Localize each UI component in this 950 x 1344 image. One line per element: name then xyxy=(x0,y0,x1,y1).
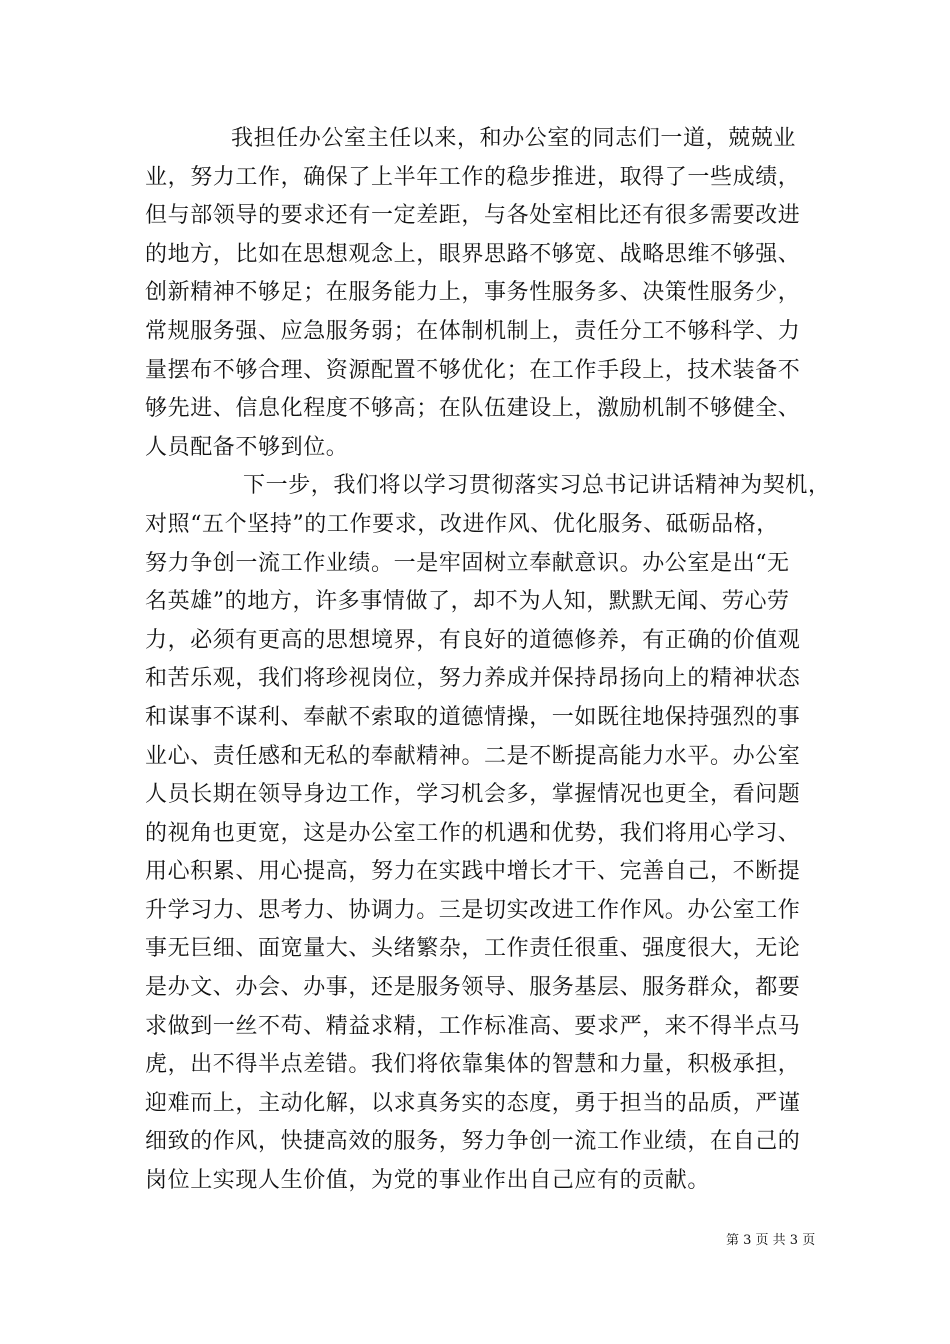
paragraph-2-line-4: 名英雄”的地方，许多事情做了，却不为人知，默默无闻、劳心劳 xyxy=(145,589,790,615)
paragraph-2-line-3: 努力争创一流工作业绩。一是牢固树立奉献意识。办公室是出“无 xyxy=(145,550,790,576)
paragraph-2-line-8: 业心、责任感和无私的奉献精神。二是不断提高能力水平。办公室 xyxy=(145,743,801,769)
paragraph-2-line-14: 是办文、办会、办事，还是服务领导、服务基层、服务群众，都要 xyxy=(145,975,801,1001)
paragraph-2-line-18: 细致的作风，快捷高效的服务，努力争创一流工作业绩，在自己的 xyxy=(145,1129,801,1155)
paragraph-2-line-1: 下一步，我们将以学习贯彻落实习总书记讲话精神为契机， xyxy=(243,473,831,499)
page-number-footer: 第 3 页 共 3 页 xyxy=(726,1233,816,1248)
paragraph-2-line-9: 人员长期在领导身边工作，学习机会多，掌握情况也更全，看问题 xyxy=(145,782,801,808)
paragraph-1-line-2: 业，努力工作，确保了上半年工作的稳步推进，取得了一些成绩， xyxy=(145,164,801,190)
paragraph-2-line-5: 力，必须有更高的思想境界，有良好的道德修养，有正确的价值观 xyxy=(145,627,801,653)
paragraph-2-line-10: 的视角也更宽，这是办公室工作的机遇和优势，我们将用心学习、 xyxy=(145,820,801,846)
paragraph-2-line-12: 升学习力、思考力、协调力。三是切实改进工作作风。办公室工作 xyxy=(145,897,801,923)
paragraph-1-line-5: 创新精神不够足；在服务能力上，事务性服务多、决策性服务少， xyxy=(145,280,801,306)
paragraph-1-line-1: 我担任办公室主任以来，和办公室的同志们一道，兢兢业 xyxy=(231,126,797,151)
paragraph-2-line-13: 事无巨细、面宽量大、头绪繁杂，工作责任很重、强度很大，无论 xyxy=(145,936,801,962)
paragraph-1-line-6: 常规服务强、应急服务弱；在体制机制上，责任分工不够科学、力 xyxy=(145,318,801,344)
paragraph-2-line-2: 对照“五个坚持”的工作要求，改进作风、优化服务、砥砺品格， xyxy=(145,511,779,537)
paragraph-1-line-3: 但与部领导的要求还有一定差距，与各处室相比还有很多需要改进 xyxy=(145,203,801,229)
paragraph-1-line-9: 人员配备不够到位。 xyxy=(145,434,349,460)
paragraph-2-line-17: 迎难而上，主动化解，以求真务实的态度，勇于担当的品质，严谨 xyxy=(145,1090,801,1116)
paragraph-1-line-8: 够先进、信息化程度不够高；在队伍建设上，激励机制不够健全、 xyxy=(145,396,801,422)
paragraph-1-line-4: 的地方，比如在思想观念上，眼界思路不够宽、战略思维不够强、 xyxy=(145,241,801,267)
paragraph-1-line-7: 量摆布不够合理、资源配置不够优化；在工作手段上，技术装备不 xyxy=(145,357,801,383)
paragraph-2-line-16: 虎，出不得半点差错。我们将依靠集体的智慧和力量，积极承担， xyxy=(145,1052,801,1078)
paragraph-2-line-19: 岗位上实现人生价值，为党的事业作出自己应有的贡献。 xyxy=(145,1168,711,1194)
document-body xyxy=(145,120,831,1201)
paragraph-2-line-7: 和谋事不谋利、奉献不索取的道德情操，一如既往地保持强烈的事 xyxy=(145,704,801,730)
paragraph-2-line-11: 用心积累、用心提高，努力在实践中增长才干、完善自己，不断提 xyxy=(145,859,801,885)
paragraph-2-line-15: 求做到一丝不苟、精益求精，工作标准高、要求严，来不得半点马 xyxy=(145,1013,801,1039)
paragraph-2-line-6: 和苦乐观，我们将珍视岗位，努力养成并保持昂扬向上的精神状态 xyxy=(145,666,801,692)
